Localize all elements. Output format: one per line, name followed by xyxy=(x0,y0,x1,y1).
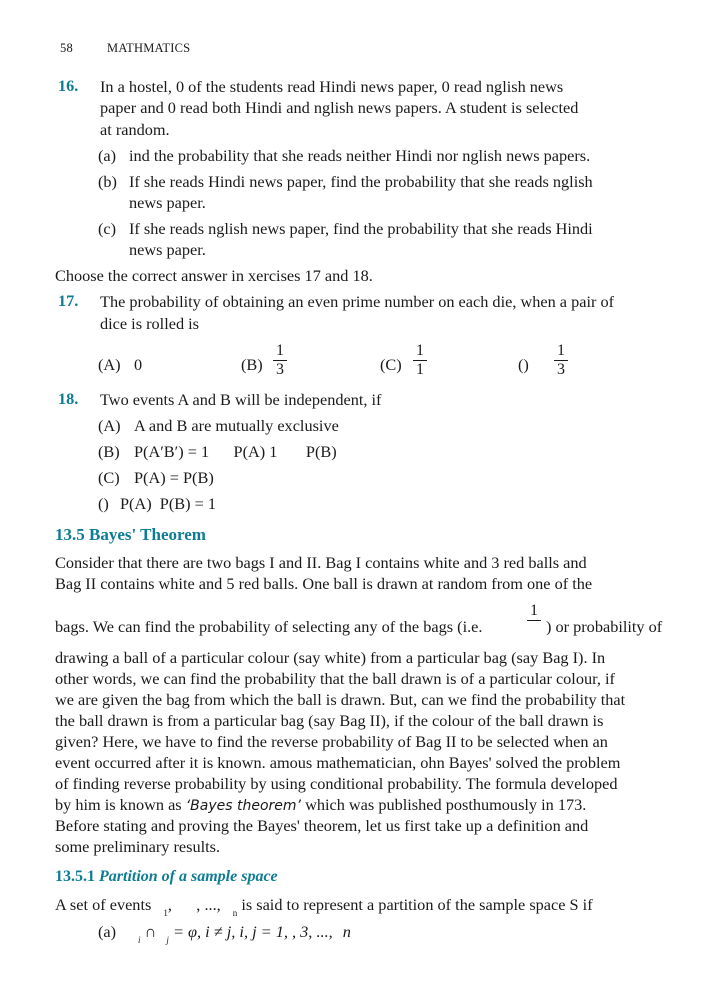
q16-part-a-label: (a) xyxy=(98,146,117,165)
running-header-title: MATHMATICS xyxy=(107,41,191,55)
intersection-symbol: ∩ xyxy=(144,922,157,941)
paragraph-text: by him is known as xyxy=(55,795,186,814)
q18-option-b-label: (B) xyxy=(98,442,120,461)
fraction-numerator: 1 xyxy=(273,342,287,361)
section-heading: 13.5 Bayes' Theorem xyxy=(55,525,206,544)
fraction-numerator: 1 xyxy=(554,342,568,361)
q18-option-d-text: P(A) P(B) = 1 xyxy=(120,494,217,513)
definition-line xyxy=(55,894,593,918)
q18-option-c-text: P(A) = P(B) xyxy=(134,468,214,487)
paragraph-line: event occurred after it is known. amous mathematician, ohn Bayes' solved the problem xyxy=(55,753,621,772)
paragraph-line: Before stating and proving the Bayes' theorem, let us first take up a definition and xyxy=(55,816,589,835)
q18-option-c-label: (C) xyxy=(98,468,120,487)
q17-option-a-value: 0 xyxy=(134,355,143,374)
question-18-line: Two events A and B will be independent, if xyxy=(100,390,382,409)
subscript: n xyxy=(232,908,238,918)
q16-part-c-text: If she reads nglish news paper, find the probability that she reads Hindi xyxy=(129,219,593,238)
definition-text: A set of events xyxy=(55,895,152,914)
fraction-numerator: 1 xyxy=(527,602,541,621)
q17-option-d-label: () xyxy=(518,355,529,374)
paragraph-line: the ball drawn is from a particular bag (say Bag II), if the colour of the ball drawn is xyxy=(55,711,604,730)
q16-part-b-label: (b) xyxy=(98,172,117,191)
paragraph-line: we are given the bag from which the ball is drawn. But, can we find the probability that xyxy=(55,690,626,709)
subscript: 1 xyxy=(163,908,168,918)
question-16-number: 16. xyxy=(58,76,79,95)
question-16-line: at random. xyxy=(100,120,170,139)
fraction-denominator: 3 xyxy=(276,361,284,378)
q18-option-d-label: () xyxy=(98,494,109,513)
paragraph-text: which was published posthumously in 173. xyxy=(301,795,587,814)
paragraph-line: drawing a ball of a particular colour (say white) from a particular bag (say Bag I). In xyxy=(55,648,606,667)
exercise-instruction: Choose the correct answer in xercises 17 and 18. xyxy=(55,266,373,285)
subsection-title: Partition of a sample space xyxy=(99,868,278,885)
question-16-line: In a hostel, 0 of the students read Hindi news paper, 0 read nglish news xyxy=(100,77,564,96)
question-16-line: paper and 0 read both Hindi and nglish news papers. A student is selected xyxy=(100,98,579,117)
paragraph-line: given? Here, we have to find the reverse probability of Bag II to be selected when an xyxy=(55,732,608,751)
q16-part-b-text: news paper. xyxy=(129,193,206,212)
paragraph-line xyxy=(55,794,586,817)
definition-text: , , ..., xyxy=(167,895,221,914)
bayes-theorem-term: ‘Bayes theorem’ xyxy=(185,798,301,814)
paragraph-line: bags. We can find the probability of selecting any of the bags (i.e. xyxy=(55,617,483,636)
paragraph-line: Bag II contains white and 5 red balls. One ball is drawn at random from one of the xyxy=(55,574,593,593)
paragraph-line: other words, we can find the probability that the ball drawn is of a particular colour, if xyxy=(55,669,615,688)
question-18-number: 18. xyxy=(58,389,79,408)
question-17-line: The probability of obtaining an even prime number on each die, when a pair of xyxy=(100,292,615,311)
definition-text: is said to represent a partition of the sample space S if xyxy=(241,895,593,914)
fraction-denominator: 3 xyxy=(557,361,565,378)
fraction-numerator: 1 xyxy=(413,342,427,361)
q18-option-a-label: (A) xyxy=(98,416,121,435)
paragraph-line: Consider that there are two bags I and II. Bag I contains white and 3 red balls and xyxy=(55,553,587,572)
condition-a-n: n xyxy=(342,922,351,941)
q16-part-c-label: (c) xyxy=(98,219,117,238)
q18-option-a-text: A and B are mutually exclusive xyxy=(134,416,339,435)
q16-part-b-text: If she reads Hindi news paper, find the probability that she reads nglish xyxy=(129,172,593,191)
subscript: i xyxy=(138,935,141,945)
q17-option-d-fraction xyxy=(554,342,568,379)
inline-fraction xyxy=(527,602,541,621)
q17-option-b-label: (B) xyxy=(241,355,263,374)
q18-option-b-text: P(A′B′) = 1 P(A) 1 P(B) xyxy=(134,442,337,461)
subsection-heading xyxy=(55,868,278,886)
question-17-line: dice is rolled is xyxy=(100,314,200,333)
paragraph-line: ) or probability of xyxy=(546,617,663,636)
subscript: j xyxy=(166,935,169,945)
q16-part-a-text: ind the probability that she reads neither Hindi nor nglish news papers. xyxy=(129,146,591,165)
page-number: 58 xyxy=(60,41,73,55)
q17-option-a-label: (A) xyxy=(98,355,121,374)
paragraph-line: of finding reverse probability by using conditional probability. The formula developed xyxy=(55,774,618,793)
paragraph-line: some preliminary results. xyxy=(55,837,221,856)
question-17-number: 17. xyxy=(58,291,79,310)
q17-option-c-label: (C) xyxy=(380,355,402,374)
subsection-number: 13.5.1 xyxy=(55,868,95,885)
q16-part-c-text: news paper. xyxy=(129,240,206,259)
condition-a-expression xyxy=(138,921,351,945)
q17-option-b-fraction xyxy=(273,342,287,379)
condition-a-text: = φ, i ≠ j, i, j = 1, , 3, ..., xyxy=(172,922,333,941)
q17-option-c-fraction xyxy=(413,342,427,379)
condition-a-label: (a) xyxy=(98,922,117,941)
fraction-denominator: 1 xyxy=(416,361,424,378)
